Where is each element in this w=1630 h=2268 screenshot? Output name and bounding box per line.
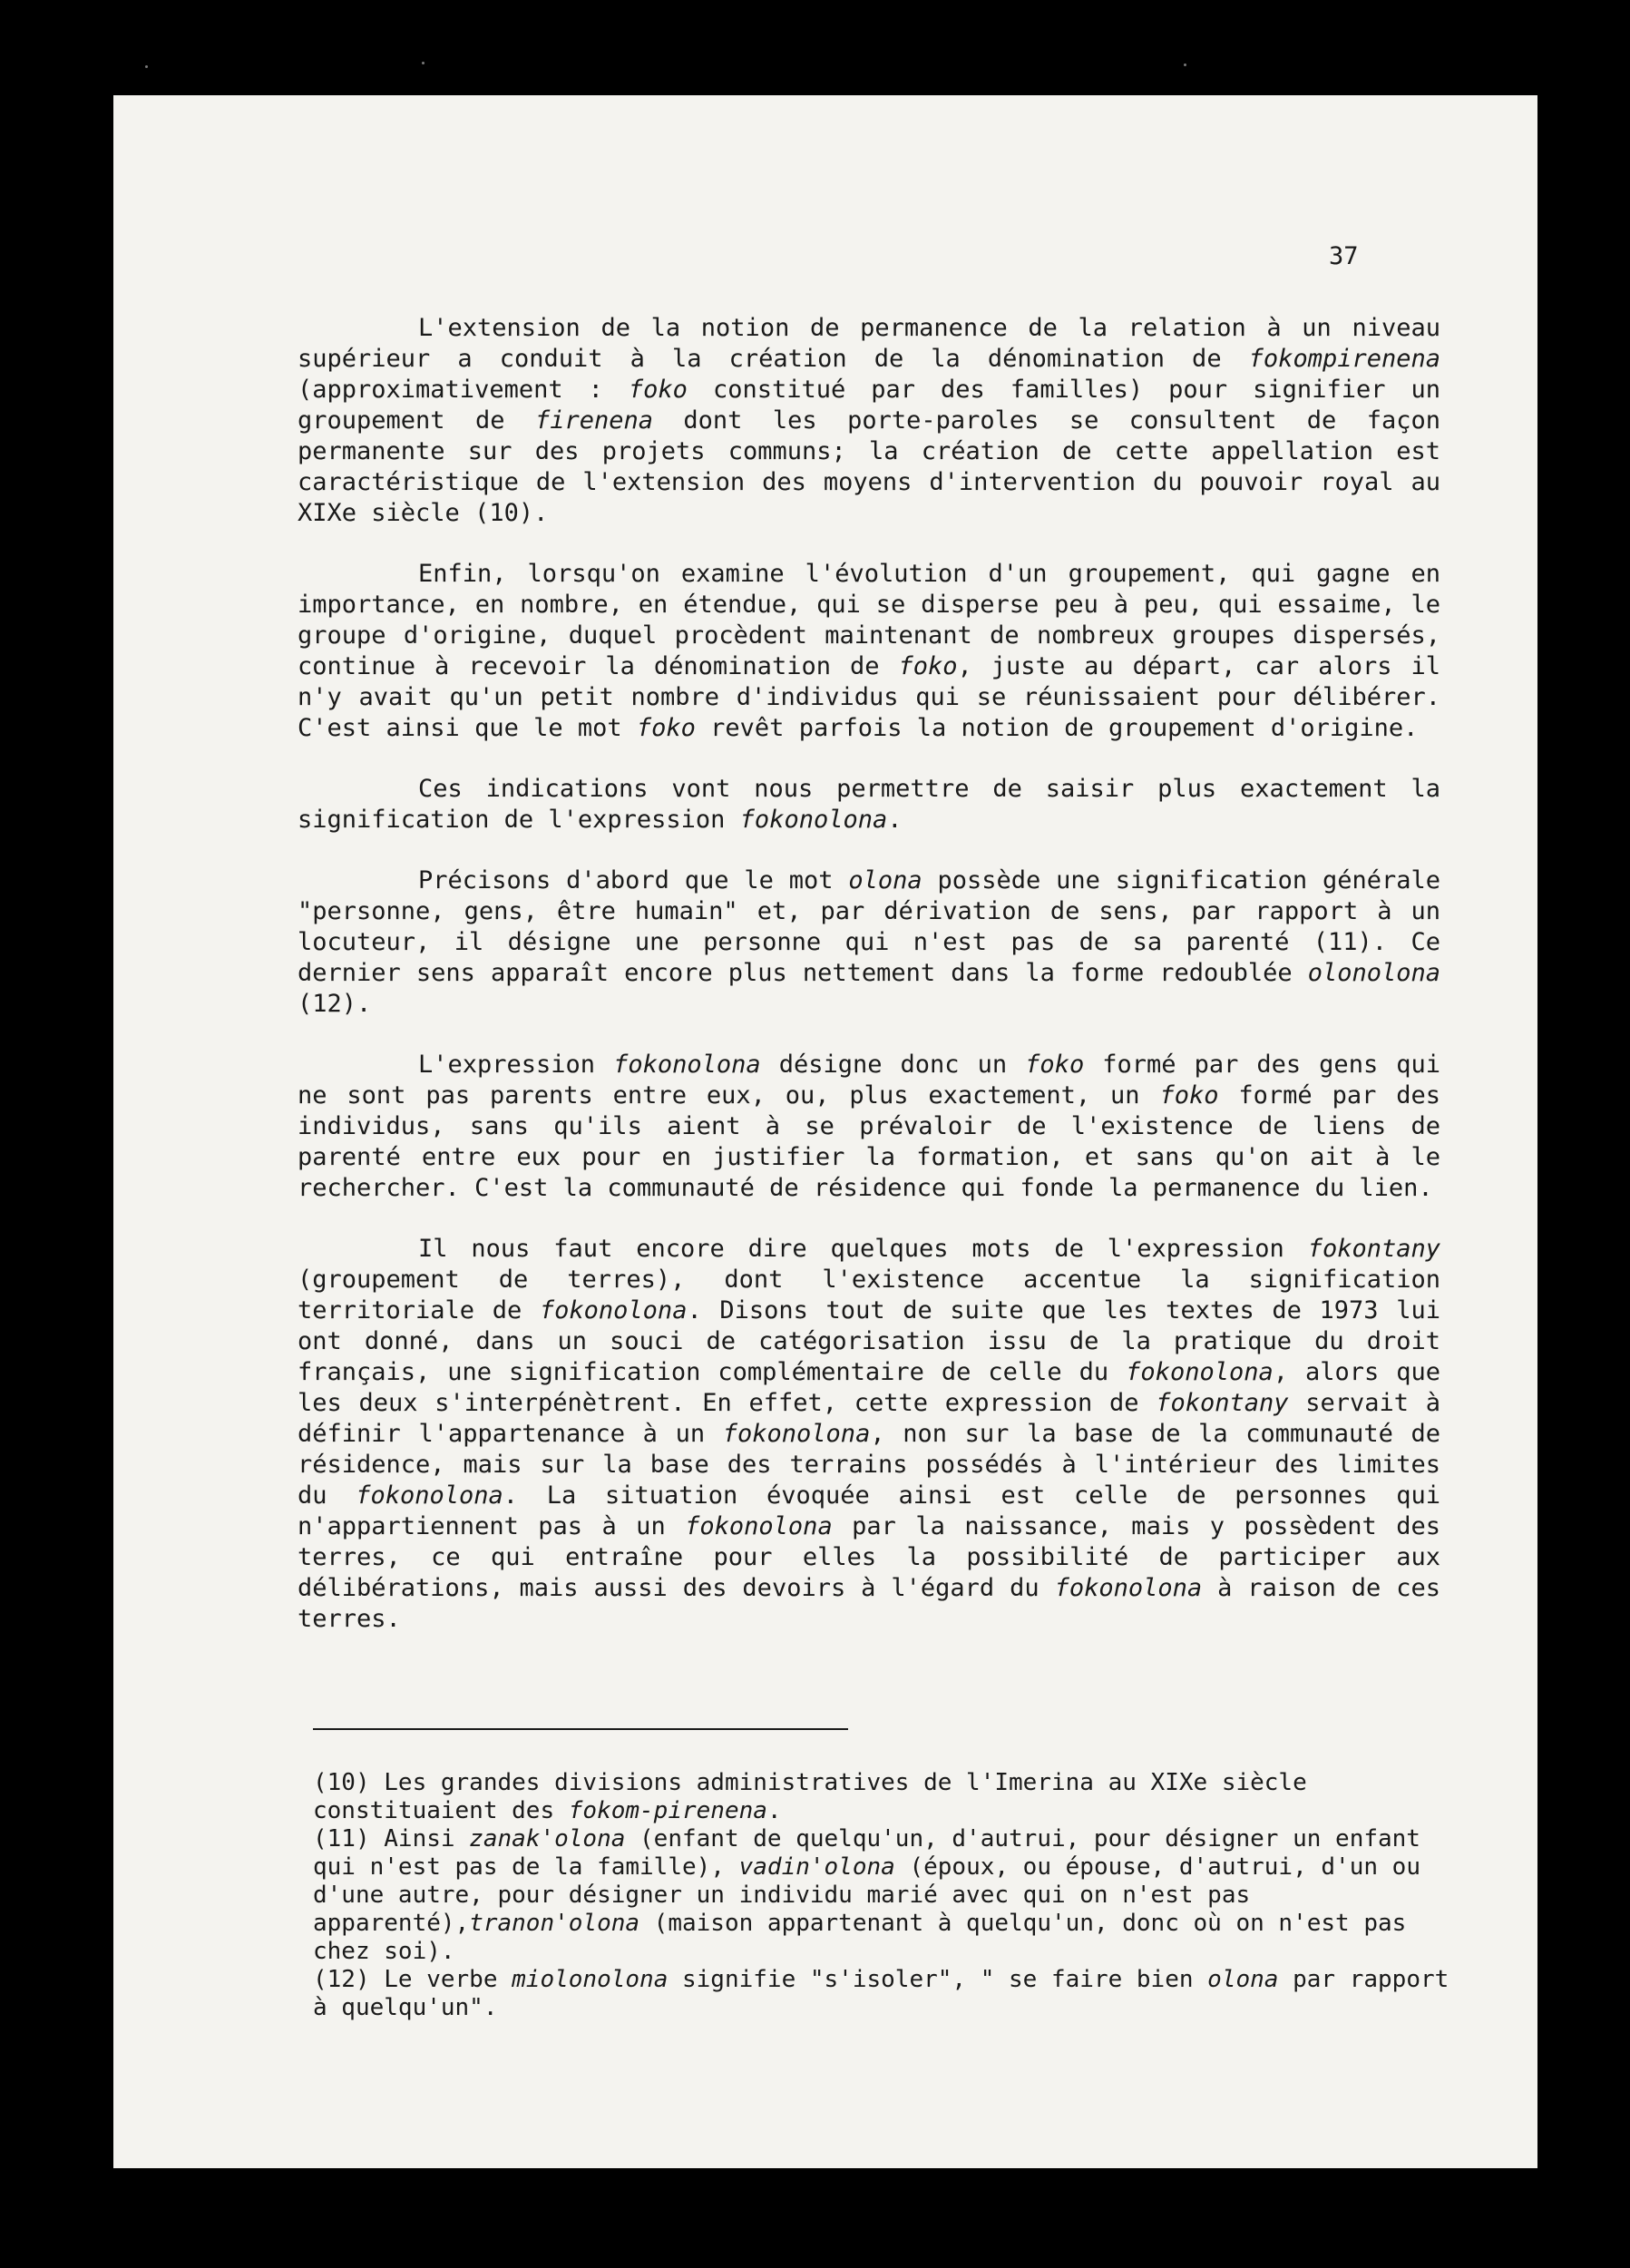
text-run: signifie "s'isoler", " se faire bien: [668, 1966, 1208, 1993]
italic-term: tranon'olona: [469, 1910, 640, 1937]
italic-term: fokompirenena: [1248, 345, 1440, 373]
text-run: Ces indications vont nous permettre de saisir plus exactement la signification de l'expression: [298, 775, 1440, 834]
text-run: Il nous faut encore dire quelques mots de l'expression: [418, 1235, 1308, 1263]
italic-term: vadin'olona: [738, 1853, 895, 1881]
text-run: (époux, ou épouse, d'autrui, d'un ou d'une autre, pour désigner un individu marié avec qui on n'est pas apparenté),: [313, 1853, 1420, 1937]
italic-term: zanak'olona: [469, 1825, 626, 1853]
text-run: (groupement de terres), dont l'existence accentue la signification territoriale de: [298, 1266, 1440, 1325]
footnote: [313, 1966, 1460, 2022]
italic-term: fokontany: [1307, 1235, 1440, 1263]
text-run: . Disons tout de suite que les textes de 1973 lui ont donné, dans un souci de catégorisation issu de la pratique du droit français, une signification complémentaire de celle du: [298, 1296, 1440, 1386]
paragraph: [298, 865, 1440, 1020]
document-page: [113, 95, 1537, 2168]
italic-term: firenena: [534, 406, 653, 435]
text-run: (approximativement :: [298, 376, 629, 404]
text-run: (11) Ainsi: [313, 1825, 470, 1853]
italic-term: fokonolona: [613, 1051, 761, 1079]
scan-speck: [422, 62, 425, 64]
italic-term: olona: [848, 866, 922, 894]
italic-term: foko: [1025, 1051, 1085, 1079]
text-run: , non sur la base de la communauté de résidence, mais sur la base des terrains possédés à l'intérieur des limites du: [298, 1420, 1440, 1510]
italic-term: foko: [898, 652, 958, 680]
page-number: 37: [1329, 242, 1359, 270]
text-run: à raison de ces terres.: [298, 1574, 1440, 1633]
body-text: [298, 313, 1440, 1635]
italic-term: miolonolona: [512, 1966, 669, 1993]
italic-term: olona: [1207, 1966, 1279, 1993]
footnotes: [313, 1769, 1460, 2022]
paragraph: [298, 559, 1440, 744]
italic-term: fokonolona: [356, 1481, 503, 1510]
italic-term: fokonolona: [739, 806, 888, 834]
paragraph: [298, 313, 1440, 529]
italic-term: fokonolona: [685, 1512, 833, 1540]
text-run: , alors que les deux s'interpénètrent. En effet, cette expression de: [298, 1358, 1441, 1417]
text-run: L'extension de la notion de permanence de la relation à un niveau supérieur a conduit à la création de la dénomination de: [298, 314, 1440, 373]
paragraph: [298, 1234, 1440, 1635]
italic-term: fokonolona: [1126, 1358, 1274, 1386]
text-run: formé par des individus, sans qu'ils aient à se prévaloir de l'existence de liens de parenté entre eux pour en justifier la formation, et sans qu'on ait à le rechercher. C'est la communauté de résidence qui fonde la permanence du lien.: [298, 1081, 1441, 1202]
text-run: (12).: [298, 990, 372, 1018]
footnote-separator: [313, 1728, 848, 1730]
text-run: servait à définir l'appartenance à un: [298, 1389, 1440, 1448]
paragraph: [298, 774, 1440, 836]
text-run: constitué par des familles) pour signifier un groupement de: [298, 376, 1440, 435]
text-run: (10) Les grandes divisions administratives de l'Imerina au XIXe siècle constituaient des: [313, 1769, 1307, 1824]
text-run: (12) Le verbe: [313, 1966, 512, 1993]
italic-term: foko: [1159, 1081, 1219, 1110]
text-run: possède une signification générale "personne, gens, être humain" et, par dérivation de sens, par rapport à un locuteur, il désigne une personne qui n'est pas de sa parenté (11). Ce dernier sens apparaît encore plus nettement dans la forme redoublée: [298, 866, 1440, 987]
italic-term: foko: [636, 714, 696, 742]
italic-term: olonolona: [1307, 959, 1440, 987]
text-run: L'expression: [418, 1051, 614, 1079]
scan-speck: [1184, 64, 1186, 66]
italic-term: fokonolona: [1054, 1574, 1203, 1602]
italic-term: fokom-pirenena: [568, 1797, 767, 1824]
text-run: formé par des gens qui ne sont pas parents entre eux, ou, plus exactement, un: [298, 1051, 1441, 1110]
text-run: Précisons d'abord que le mot: [418, 866, 849, 894]
scan-speck: [145, 65, 148, 68]
text-run: , juste au départ, car alors il n'y avait qu'un petit nombre d'individus qui se réunissaient pour délibérer. C'est ainsi que le mot: [298, 652, 1440, 742]
footnote: [313, 1825, 1460, 1966]
text-run: désigne donc un: [760, 1051, 1026, 1079]
italic-term: fokonolona: [722, 1420, 871, 1448]
text-run: Enfin, lorsqu'on examine l'évolution d'un groupement, qui gagne en importance, en nombre, en étendue, qui se disperse peu à peu, qui essaime, le groupe d'origine, duquel procèdent maintenant de nombreux groupes dispersés, continue à recevoir la dénomination de: [298, 560, 1440, 680]
text-run: par la naissance, mais y possèdent des terres, ce qui entraîne pour elles la possibilité de participer aux délibérations, mais aussi des devoirs à l'égard du: [298, 1512, 1440, 1602]
footnote: [313, 1769, 1460, 1825]
italic-term: foko: [628, 376, 688, 404]
text-run: .: [766, 1797, 782, 1824]
text-run: par rapport à quelqu'un".: [313, 1966, 1449, 2021]
text-run: revêt parfois la notion de groupement d'origine.: [695, 714, 1419, 742]
paragraph: [298, 1050, 1440, 1204]
text-run: . La situation évoquée ainsi est celle de personnes qui n'appartiennent pas à un: [298, 1481, 1440, 1540]
text-run: (maison appartenant à quelqu'un, donc où on n'est pas chez soi).: [313, 1910, 1407, 1965]
text-run: dont les porte-paroles se consultent de façon permanente sur des projets communs; la création de cette appellation est caractéristique de l'extension des moyens d'intervention du pouvoir royal au XIXe siècle (10).: [298, 406, 1440, 527]
italic-term: fokontany: [1156, 1389, 1289, 1417]
text-run: .: [887, 806, 903, 834]
italic-term: fokonolona: [539, 1296, 688, 1325]
text-run: (enfant de quelqu'un, d'autrui, pour désigner un enfant qui n'est pas de la famille),: [313, 1825, 1420, 1881]
